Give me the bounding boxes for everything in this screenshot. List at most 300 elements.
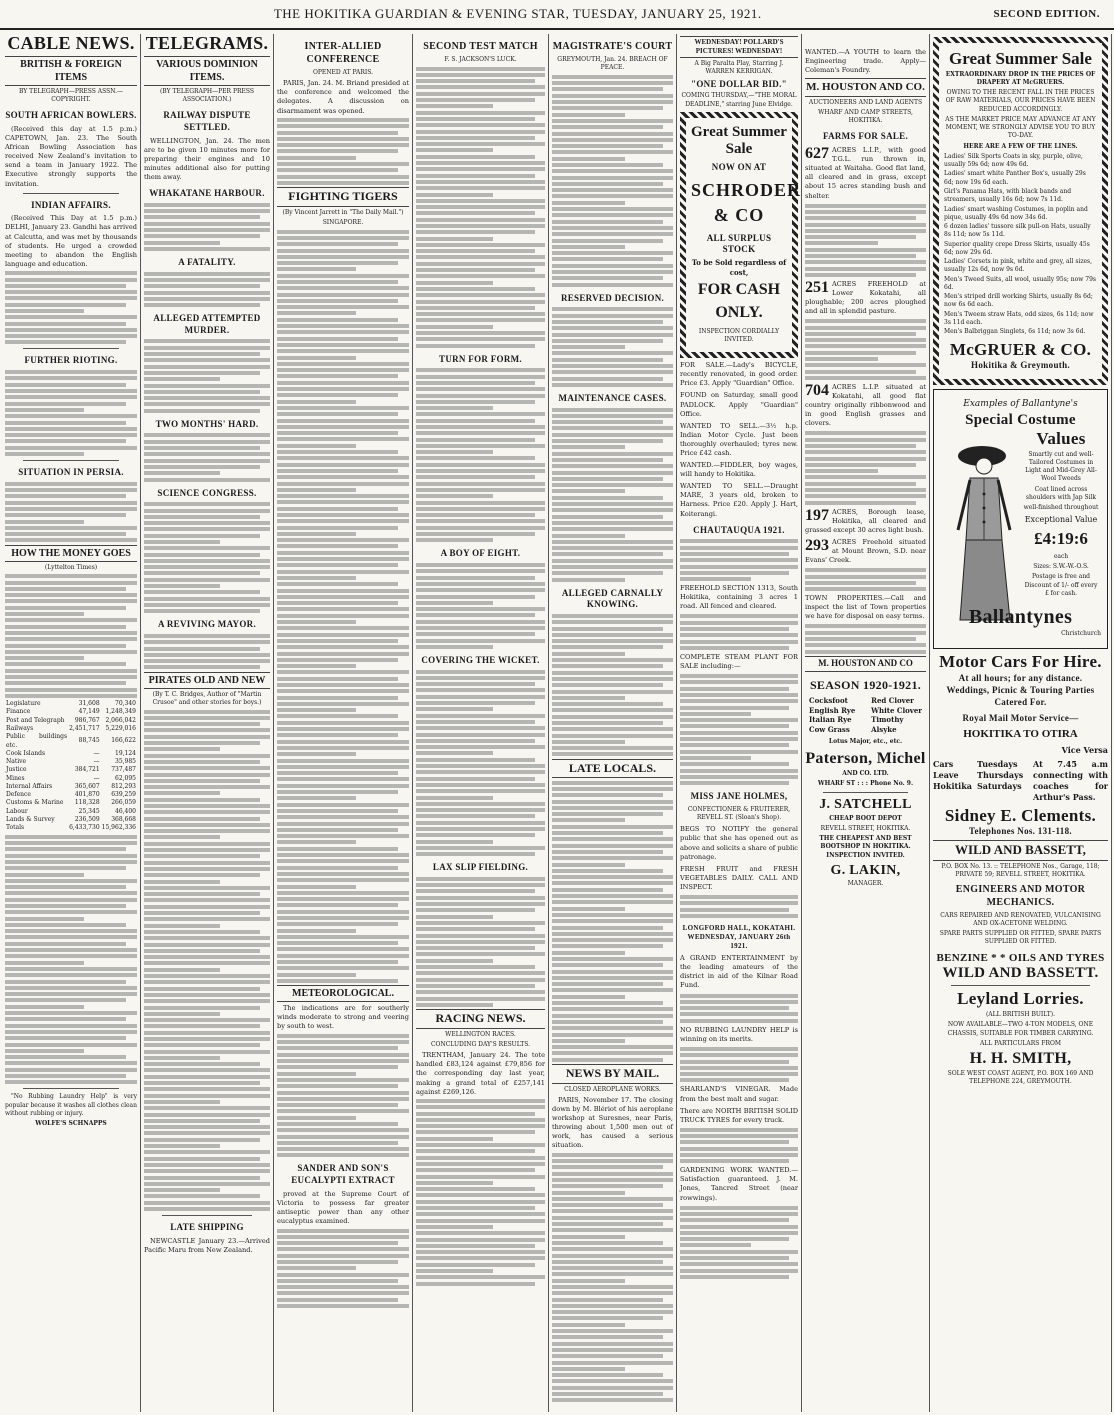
ball-sizes: Sizes: S.W.-W.-O.S. (1033, 563, 1089, 571)
text-block (144, 634, 270, 669)
article-subtitle: CONCLUDING DAY'S RESULTS. (430, 1040, 531, 1048)
article-title: FURTHER RIOTING. (24, 355, 118, 366)
sale-items (944, 153, 1097, 337)
table-cell: 15,962,336 (101, 824, 136, 832)
article-title: COVERING THE WICKET. (421, 654, 540, 665)
article-byline: (Lyttelton Times) (44, 563, 98, 571)
cable-byline: BY TELEGRAPH—PRESS ASSN.—COPYRIGHT. (18, 87, 123, 104)
classified-section (680, 825, 798, 892)
classified-item: FOR SALE.—Lady's BICYCLE, recently renovated, in good order. Price £3. Apply "Guardian" Office. (680, 361, 798, 388)
text-block (680, 1128, 798, 1163)
leyland-sub: (ALL BRITISH BUILT). (985, 1011, 1056, 1019)
table-cell: 2,066,042 (105, 716, 136, 724)
column-court (549, 34, 677, 1412)
ball-each: each (1053, 552, 1069, 560)
cash-only: FOR CASH ONLY. (697, 281, 781, 321)
classified-section (680, 361, 798, 519)
seed-item: Timothy (871, 715, 904, 725)
mail-vice: Vice Versa (1061, 744, 1108, 755)
smith-sub: SOLE WEST COAST AGENT, P.O. BOX 169 AND TELEPHONE 224, GREYMOUTH. (947, 1069, 1094, 1086)
advert-text: "No Rubbing Laundry Help" is very popular because it washes all clothes clean without rubbing or injury. (5, 1093, 137, 1117)
sidney-sub: Telephones Nos. 131-118. (969, 826, 1072, 837)
table-cell: — (93, 774, 100, 782)
article-title: A FATALITY. (178, 256, 236, 267)
seed-item: Cow Grass (809, 725, 850, 735)
article-title: METEOROLOGICAL. (277, 985, 409, 1002)
classified-section (680, 653, 798, 671)
sale-line: To be Sold regardless of cost, (691, 258, 787, 277)
classified-item: FRESH FRUIT and FRESH VEGETABLES DAILY. CALL AND INSPECT. (680, 864, 798, 891)
seed-item: White Clover (871, 705, 922, 715)
table-cell: 118,328 (74, 799, 100, 807)
table-cell: 35,985 (115, 758, 136, 766)
masthead (0, 0, 1114, 30)
classified-item: There are NORTH BRITISH SOLID TRUCK TYRES for every truck. (680, 1106, 798, 1124)
cable-news-heading: CABLE NEWS. (7, 34, 135, 53)
table-cell: 62,095 (115, 774, 136, 782)
column-cricket (413, 34, 549, 1412)
costume-illustration (940, 430, 1028, 630)
houston-title-2: M. HOUSTON AND CO (805, 656, 926, 672)
list-item: Superior quality crepe Dress Skirts, usually 45s 6d; now 29s 6d. (944, 240, 1090, 256)
motor-line: Weddings, Picnic & Touring Parties Catered For. (946, 685, 1095, 707)
article-text: (Received This Day at 1.5 p.m.) DELHI, January 23. Gandhi has arrived at Calcutta, and was met by thousands of students. He urged a crowded meeting to abandon the English language and education. (5, 214, 137, 268)
classified-item: A GRAND ENTERTAINMENT by the leading amateurs of the district in aid of the Kilnar Road Fund. (680, 954, 798, 990)
inspection-invited: INSPECTION CORDIALLY INVITED. (698, 327, 780, 343)
table-cell: — (93, 758, 100, 766)
ball-line: Exceptional Value (1024, 515, 1098, 525)
list-item: Ladies' Silk Sports Coats in sky, purple, olive, usually 59s 6d; now 49s 6d. (944, 152, 1083, 169)
houston-address: WHARF AND CAMP STREETS, HOKITIKA. (818, 108, 913, 125)
text-block (805, 204, 926, 277)
leyland-line: NOW AVAILABLE—TWO 4-TON MODELS, ONE CHASSIS, SUITABLE FOR TIMBER CARRYING. (947, 1021, 1094, 1037)
table-cell: 47,149 (78, 708, 100, 716)
text-block (144, 203, 270, 251)
text-block (5, 482, 137, 543)
table-cell: — (93, 749, 100, 757)
sale-line: HERE ARE A FEW OF THE LINES. (963, 142, 1078, 150)
wild-eng: ENGINEERS AND MOTOR MECHANICS. (955, 883, 1086, 908)
classified-section (805, 594, 926, 621)
text-block (552, 75, 673, 287)
advert-title: SANDER AND SON'S EUCALYPTI EXTRACT (291, 1163, 395, 1186)
table-cell: 737,487 (111, 766, 136, 774)
text-block (680, 1047, 798, 1082)
table-cell: Post and Telegraph (6, 716, 65, 724)
schedule-times: At 7.45 a.m connecting with coaches for Arthur's Pass. (1033, 758, 1108, 802)
article-title: MAINTENANCE CASES. (558, 392, 667, 403)
paterson-sub: AND CO. LTD. (842, 769, 889, 777)
table-cell: Finance (6, 708, 31, 716)
column-cable-news (2, 34, 141, 1412)
list-item: Ladies' Corsets in pink, white and grey, all sizes, usually 12s 6d, now 9s 6d. (944, 258, 1093, 274)
ball-city: Christchurch (1061, 629, 1101, 637)
budget-table (5, 700, 137, 832)
table-cell: 166,622 (111, 737, 136, 745)
surplus-stock: ALL SURPLUS STOCK (706, 232, 772, 255)
table-cell: 19,124 (115, 749, 136, 757)
table-row (5, 799, 137, 807)
list-item: Girl's Panama Hats, with black bands and streamers, usually 16s 6d; now 7s 11d. (944, 188, 1072, 204)
pictures-banner: WEDNESDAY! POLLARD'S PICTURES! WEDNESDAY! (680, 36, 798, 58)
article-title: PIRATES OLD AND NEW (144, 672, 270, 689)
table-row (5, 700, 137, 708)
table-row (5, 766, 137, 774)
telegrams-subheading: VARIOUS DOMINION ITEMS. (144, 56, 270, 86)
article-subtitle: WELLINGTON RACES. (445, 1030, 516, 1038)
table-cell: 46,400 (115, 807, 136, 815)
text-block (416, 1099, 545, 1286)
text-block (805, 319, 926, 380)
jane-holmes-sub: CONFECTIONER & FRUITERER, REVELL ST. (Sloan's Shop). (687, 805, 791, 822)
list-item: Men's Balbriggan Singlets, 6s 11d; now 3s 6d. (944, 328, 1086, 336)
classified-section (680, 1166, 798, 1202)
table-row (5, 791, 137, 799)
ball-text (1023, 430, 1099, 600)
article-title: A REVIVING MAYOR. (157, 619, 257, 630)
article-subtitle: F. S. JACKSON'S LUCK. (444, 56, 517, 63)
table-cell: Justice (6, 766, 27, 774)
farm-listing (805, 383, 926, 428)
text-block (144, 710, 270, 1211)
classified-section (680, 584, 798, 611)
table-row (5, 824, 137, 832)
table-row (5, 816, 137, 824)
divider (23, 1088, 119, 1089)
wild-cars: CARS REPAIRED AND RENOVATED, VULCANISING AND OX-ACETONE WELDING. (940, 911, 1101, 927)
smith-name: H. H. SMITH, (969, 1050, 1072, 1068)
text-block (144, 433, 270, 481)
sale-title: Great Summer Sale (949, 49, 1092, 68)
table-cell: 812,293 (111, 782, 136, 790)
divider (823, 792, 908, 793)
text-block (680, 895, 798, 918)
ballantyne-logo: Ballantynes (968, 605, 1073, 628)
text-block (416, 670, 545, 857)
article-byline: (By Vincent Jarrett in "The Daily Mail.") (282, 208, 404, 216)
telegrams-heading: TELEGRAMS. (145, 34, 269, 53)
article-title: TWO MONTHS' HARD. (155, 418, 259, 429)
mail-route: HOKITIKA TO OTIRA (963, 728, 1078, 741)
table-cell: 25,345 (78, 807, 100, 815)
classified-item: WANTED.—A YOUTH to learn the Engineering trade. Apply—Coleman's Foundry. (805, 48, 926, 75)
leyland-part: ALL PARTICULARS FROM (979, 1039, 1062, 1047)
paterson-title: Paterson, Michel (805, 750, 926, 768)
pictures-title: "ONE DOLLAR BID." (691, 78, 787, 89)
chautauqua-title: CHAUTAUQUA 1921. (693, 524, 785, 535)
text-block (680, 614, 798, 649)
table-cell: Legislature (6, 700, 41, 708)
divider (23, 193, 119, 194)
table-cell: Railways (6, 724, 34, 732)
mcgruer-name: McGRUER & CO. (949, 339, 1092, 359)
table-row (5, 775, 137, 783)
classified-section (680, 954, 798, 990)
classified-item: WANTED.—FIDDLER, boy wages, will handy to Hokitika. (680, 461, 798, 479)
mcgruer-sale-advert (933, 37, 1108, 385)
farm-acres: 627 (805, 145, 829, 163)
text-block (144, 339, 270, 412)
column-telegrams (141, 34, 274, 1412)
table-cell: 365,607 (74, 782, 100, 790)
wild-box: P.O. BOX No. 13. :: TELEPHONE Nos., Garage, 118; PRIVATE 59; REVELL STREET, HOKITIKA. (941, 863, 1100, 879)
motor-schedule (933, 759, 1108, 803)
table-cell: Defence (6, 791, 31, 799)
classified-item: WANTED TO SELL.—3½ h.p. Indian Motor Cycle. Just been thoroughly overhauled; tyres new. Price £42 cash. (680, 421, 798, 457)
article-text: WELLINGTON, Jan. 24. The men are to be given 10 minutes more for preparing their engines and 10 minutes additional also for putting them away. (144, 136, 270, 182)
table-cell: 236,509 (74, 815, 100, 823)
farm-acres: 293 (805, 536, 829, 554)
column-advertisements-3 (930, 34, 1112, 1412)
table-row (5, 733, 137, 750)
text-block (144, 502, 270, 613)
satchell-address: REVELL STREET, HOKITIKA. (820, 824, 911, 832)
farm-listing (805, 538, 926, 565)
leyland-title: Leyland Lorries. (957, 989, 1084, 1009)
wild-title: WILD AND BASSETT, (933, 840, 1108, 861)
text-block (277, 230, 409, 983)
text-block (680, 1206, 798, 1279)
classified-item: FOUND on Saturday, small good PADLOCK. Apply "Guardian" Office. (680, 391, 798, 418)
table-cell: 6,433,730 (69, 824, 100, 832)
text-block (416, 877, 545, 1007)
article-title: SITUATION IN PERSIA. (18, 467, 124, 478)
table-cell: Internal Affairs (6, 782, 53, 790)
telegrams-byline: (BY TELEGRAPH—PER PRESS ASSOCIATION.) (159, 87, 255, 104)
table-cell: Native (6, 758, 27, 766)
farm-text: ACRES L.I.P. situated at Kokatahi, all good flat country originally ribbonwood and in good English grasses and clovers. (805, 382, 926, 428)
article-title: TURN FOR FORM. (439, 353, 522, 364)
classified-item: WANTED TO SELL.—Draught MARE, 3 years old, broken to Harness. Price £20. Apply J. Hart, Koiterangi. (680, 482, 798, 518)
article-subtitle: OPENED AT PARIS. (312, 69, 374, 76)
article-title: ALLEGED CARNALLY KNOWING. (561, 587, 664, 610)
table-cell: Cook Islands (6, 749, 46, 757)
text-block (416, 67, 545, 348)
farm-text: ACRES L.I.P., with good T.G.L. run thrown in, situated at Waitaha. Good flat land, all cleared and in grass, except about 15 acres standing bush and shelter. (805, 146, 926, 200)
article-title: SECOND TEST MATCH (423, 41, 538, 52)
text-block (805, 568, 926, 591)
mail-line: Royal Mail Motor Service— (962, 712, 1079, 723)
column-advertisements-2 (802, 34, 930, 1412)
classified-item: GARDENING WORK WANTED.—Satisfaction guaranteed. J. M. Jones, Tancred Street (near rowwings). (680, 1166, 798, 1202)
cable-news-subheading: BRITISH & FOREIGN ITEMS (5, 56, 137, 86)
article-title: WHAKATANE HARBOUR. (149, 188, 265, 199)
text-block (552, 307, 673, 387)
sale-now-on: NOW ON AT (711, 162, 767, 173)
table-cell: 368,668 (111, 815, 136, 823)
pictures-coming: COMING THURSDAY,—"THE MORAL DEADLINE," starring June Elvidge. (681, 92, 797, 108)
article-title: RESERVED DECISION. (560, 292, 665, 303)
text-block (5, 835, 137, 1085)
seed-item: Red Clover (871, 696, 914, 706)
article-title: INDIAN AFFAIRS. (31, 199, 111, 210)
article-title: RAILWAY DISPUTE SETTLED. (163, 110, 251, 133)
text-block (680, 994, 798, 1023)
satchell-sub: CHEAP BOOT DEPOT (829, 814, 902, 822)
wild-spare: SPARE PARTS SUPPLIED OR FITTED, SPARE PARTS SUPPLIED OR FITTED. (939, 930, 1102, 946)
ball-price: £4:19:6 (1034, 529, 1088, 549)
edition-label: SECOND EDITION. (993, 8, 1100, 20)
lakin-name: G. LAKIN, (830, 862, 901, 878)
text-block (552, 408, 673, 582)
text-block (416, 368, 545, 542)
classified-item: FREEHOLD SECTION 1313, South Hokitika, containing 3 acres 1 road. All fenced and cleared. (680, 584, 798, 611)
farm-listing (805, 146, 926, 201)
text-block (805, 431, 926, 504)
article-subtitle: GREYMOUTH, Jan. 24. BREACH OF PEACE. (557, 56, 668, 72)
article-title: MAGISTRATE'S COURT (552, 41, 673, 52)
table-cell: Lands & Survey (6, 815, 55, 823)
article-title: ALLEGED ATTEMPTED MURDER. (153, 313, 261, 335)
article-title: NEWS BY MAIL. (552, 1064, 673, 1084)
table-row (5, 725, 137, 733)
article-title: HOW THE MONEY GOES (5, 545, 137, 562)
table-row (5, 783, 137, 791)
article-title: FIGHTING TIGERS (277, 187, 409, 207)
ball-line: Smartly cut and well-Tailored Costumes in Light and Mid-Grey All-Wool Tweeds (1025, 450, 1097, 483)
paterson-wharf: WHARF ST : : : Phone No. 9. (817, 779, 914, 787)
table-cell: 5,229,016 (105, 724, 136, 732)
text-block (5, 370, 137, 456)
article-text: NEWCASTLE January 23.—Arrived Pacific Maru from New Zealand. (144, 1236, 270, 1254)
sidney-name: Sidney E. Clements. (944, 805, 1097, 825)
table-cell: 31,608 (78, 700, 100, 708)
classified-item: TOWN PROPERTIES.—Call and inspect the list of Town properties we have for disposal on easy terms. (805, 594, 926, 621)
farm-listing (805, 280, 926, 316)
lotus-line: Lotus Major, etc., etc. (828, 737, 903, 745)
text-block (144, 272, 270, 307)
text-block (277, 1034, 409, 1158)
list-item: 6 dozen ladies' tussore silk pull-on Hats, usually 8s 11d; now 5s 11d. (944, 223, 1091, 239)
satchell-title: J. SATCHELL (819, 797, 912, 813)
seed-item: English Rye (809, 705, 856, 715)
season-title: SEASON 1920-1921. (809, 677, 922, 692)
article-text: TRENTHAM, January 24. The tote handled £83,124 against £79,856 for the corresponding day last year, making a grand total of £257,141 against £269,126. (416, 1051, 545, 1096)
sale-sub: EXTRAORDINARY DROP IN THE PRICES OF DRAPERY AT McGRUERS. (945, 70, 1096, 86)
classified-section (680, 1085, 798, 1124)
sale-line: AS THE MARKET PRICE MAY ADVANCE AT ANY MOMENT, WE STRONGLY ADVISE YOU TO BUY TO-DAY. (945, 115, 1096, 140)
article-byline: (By T. C. Bridges, Author of "Martin Crusoe" and other stories for boys.) (152, 690, 262, 706)
table-cell: Public buildings etc. (6, 733, 68, 749)
table-cell: 986,767 (74, 716, 100, 724)
article-subtitle: CLOSED AEROPLANE WORKS. (564, 1085, 661, 1093)
table-cell: Labour (6, 807, 28, 815)
table-row (5, 758, 137, 766)
classified-item: SHARLAND'S VINEGAR. Made from the best malt and sugar. (680, 1085, 798, 1103)
text-block (552, 1153, 673, 1403)
list-item: Men's Tweed Suits, all wool, usually 95s; now 79s 6d. (944, 275, 1096, 291)
list-item: Ladies' smart white Panther Box's, usually 29s 6d; now 19s 6d each. (944, 170, 1086, 186)
mcgruer-sub: Hokitika & Greymouth. (971, 360, 1070, 371)
masthead-title: THE HOKITIKA GUARDIAN & EVENING STAR, TUESDAY, JANUARY 25, 1921. (273, 6, 762, 21)
schroder-sale-advert (680, 112, 802, 358)
article-title: SOUTH AFRICAN BOWLERS. (5, 110, 137, 121)
divider (23, 460, 119, 461)
article-title: LATE LOCALS. (552, 759, 673, 779)
divider (23, 348, 119, 349)
sale-title: Great Summer Sale (691, 123, 787, 158)
table-cell: 88,745 (78, 737, 100, 745)
article-title: SCIENCE CONGRESS. (157, 487, 257, 498)
table-row (5, 750, 137, 758)
table-cell: 1,248,349 (105, 708, 136, 716)
seed-item: Alsyke (871, 725, 897, 735)
seed-item: Italian Rye (809, 715, 852, 725)
table-cell: 401,870 (74, 791, 100, 799)
text-block (416, 563, 545, 649)
article-title: LATE SHIPPING (170, 1222, 244, 1232)
ball-postage: Postage is free and Discount of 1/- off every £ for cash. (1024, 573, 1098, 597)
ball-values: Values (1036, 428, 1086, 448)
article-text: The indications are for southerly winds moderate to strong and veering by south to west. (277, 1004, 409, 1031)
classified-item: COMPLETE STEAM PLANT FOR SALE including:— (680, 652, 798, 670)
advert-brand: WOLFE'S SCHNAPPS (35, 1120, 107, 1128)
benzine-line: BENZINE * * OILS AND TYRES (936, 951, 1105, 964)
longford-hall: LONGFORD HALL, KOKATAHI. WEDNESDAY, JANUARY 26th 1921. (682, 923, 796, 951)
seed-list (809, 696, 922, 735)
satchell-line: THE CHEAPEST AND BEST BOOTSHOP IN HOKITIKA. INSPECTION INVITED. (819, 835, 912, 859)
article-title: RACING NEWS. (416, 1009, 545, 1029)
jane-holmes-title: MISS JANE HOLMES, (690, 791, 788, 802)
ball-line: Coat lined across shoulders with Jap Silk (1025, 485, 1097, 501)
article-title: LAX SLIP FIELDING. (432, 862, 529, 873)
table-cell: 384,721 (74, 766, 100, 774)
ball-top: Examples of Ballantyne's (963, 398, 1078, 409)
ball-title: Special Costume (965, 412, 1076, 429)
schedule-days: Tuesdays Thursdays Saturdays (977, 758, 1024, 791)
article-text: (Received this day at 1.5 p.m.) CAPETOWN, Jan. 23. The South African Bowling Association has received New Zealand's invitation to send a team in January 1922. The Executive strongly supports the invitation. (5, 125, 137, 188)
article-text: PARIS, Jan. 24. M. Briand presided at the conference and welcomed the delegates. A discussion on disarmament was opened. (277, 79, 409, 115)
text-block (277, 118, 409, 185)
farm-text: ACRES FREEHOLD at Lower Kokatahi, all ploughable; 200 acres ploughed and all in splendid pasture. (805, 279, 926, 316)
list-item: Men's striped drill working Shirts, usually 8s 6d; now 6s 6d each. (944, 293, 1093, 309)
column-conference (274, 34, 413, 1412)
text-block (805, 624, 926, 653)
article-text: PARIS, November 17. The closing down by M. Blériot of his aeroplane workshop at Suresnes, near Paris, throwing about 1,500 men out of work, has caused a serious situation. (552, 1095, 673, 1150)
text-block (5, 574, 137, 698)
column-advertisements-1 (677, 34, 802, 1412)
farms-for-sale: FARMS FOR SALE. (822, 131, 909, 142)
article-place: SINGAPORE. (322, 219, 364, 227)
classified-item: NO RUBBING LAUNDRY HELP is winning on its merits. (680, 1025, 798, 1043)
table-row (5, 808, 137, 816)
table-cell: Customs & Marine (6, 799, 64, 807)
classified-section (805, 48, 926, 75)
text-block (680, 674, 798, 785)
table-row (5, 717, 137, 725)
list-item: Men's Tweem straw Hats, odd sizes, 6s 11d; now 3s 11d each. (944, 310, 1094, 326)
table-cell: Mines (6, 774, 25, 782)
advert-text: proved at the Supreme Court of Victoria to possess far greater antiseptic power than any other eucalyptus examined. (277, 1189, 409, 1226)
divider (162, 1215, 252, 1216)
text-block (680, 539, 798, 581)
lakin-sub: MANAGER. (847, 880, 884, 888)
ballantyne-advert (933, 389, 1108, 649)
classified-section (680, 1026, 798, 1044)
schedule-cars: Cars Leave Hokitika (933, 758, 972, 791)
table-cell: 2,451,717 (69, 724, 100, 732)
wild-title-2: WILD AND BASSETT. (942, 964, 1099, 981)
article-title: INTER-ALLIED CONFERENCE (304, 41, 382, 65)
schroder-brand: SCHRODER & CO (691, 180, 802, 225)
article-title: A BOY OF EIGHT. (440, 548, 521, 559)
farm-acres: 251 (805, 278, 829, 296)
farm-listing (805, 508, 926, 535)
text-block (552, 781, 673, 1062)
farm-text: ACRES Freehold situated at Mount Brown, S.D. near Evans' Creek. (805, 537, 926, 565)
houston-title: M. HOUSTON AND CO. (805, 78, 926, 96)
table-cell: 639,259 (111, 791, 136, 799)
